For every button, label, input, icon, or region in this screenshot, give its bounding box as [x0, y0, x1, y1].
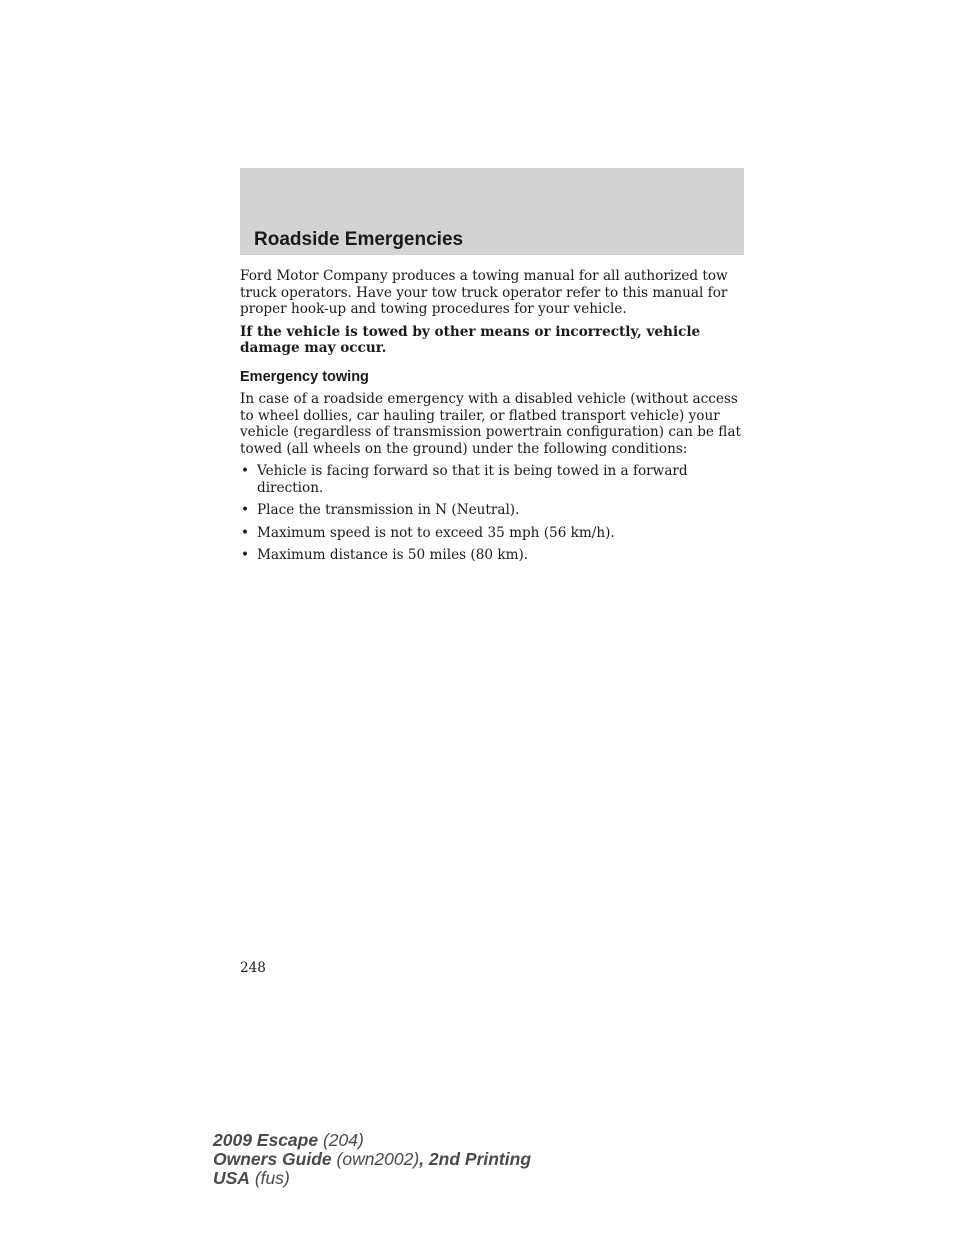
footer-model-code: (204): [318, 1130, 364, 1150]
footer-model: 2009 Escape: [213, 1130, 319, 1150]
list-item: [240, 463, 744, 496]
footer-printing: , 2nd Printing: [419, 1149, 532, 1169]
subheading-emergency-towing: Emergency towing: [240, 368, 369, 385]
bullet-icon: •: [241, 547, 250, 563]
document-footer: [213, 1131, 531, 1188]
bullet-icon: •: [241, 502, 250, 518]
list-item: [240, 547, 744, 564]
section-header-band: [240, 168, 744, 255]
bullet-icon: •: [241, 524, 250, 541]
bullet-icon: •: [241, 463, 250, 479]
footer-line-3: [213, 1169, 531, 1188]
list-item-text: Place the transmission in N (Neutral).: [257, 502, 520, 518]
warning-paragraph: If the vehicle is towed by other means or incorrectly, vehicle damage may occur.: [240, 323, 701, 356]
list-item-text: Vehicle is facing forward so that it is being towed in a forward direction.: [257, 463, 688, 496]
intro-paragraph: Ford Motor Company produces a towing manual for all authorized tow truck operators. Have your tow truck operator refer to this manual for proper hook-up and towing procedures for your vehicle.: [240, 268, 728, 317]
list-item-text: Maximum distance is 50 miles (80 km).: [257, 547, 529, 563]
list-item: [240, 502, 744, 519]
page-content: [240, 268, 744, 570]
list-item: [240, 525, 744, 542]
footer-guide: Owners Guide: [213, 1149, 332, 1169]
footer-line-1: [213, 1131, 531, 1150]
towing-conditions-paragraph: In case of a roadside emergency with a disabled vehicle (without access to wheel dollies, car hauling trailer, or flatbed transport vehicle) your vehicle (regardless of transmission powertrain configuration) can be flat towed (all wheels on the ground) under the following conditions:: [240, 391, 741, 457]
conditions-list: [240, 463, 744, 564]
section-title: Roadside Emergencies: [254, 229, 464, 250]
page-number: 248: [240, 960, 266, 976]
footer-market-code: (fus): [249, 1168, 290, 1188]
footer-market: USA: [213, 1168, 250, 1188]
footer-guide-code: (own2002): [331, 1149, 420, 1169]
footer-line-2: [213, 1150, 531, 1169]
list-item-text: Maximum speed is not to exceed 35 mph (56 km/h).: [257, 524, 615, 541]
